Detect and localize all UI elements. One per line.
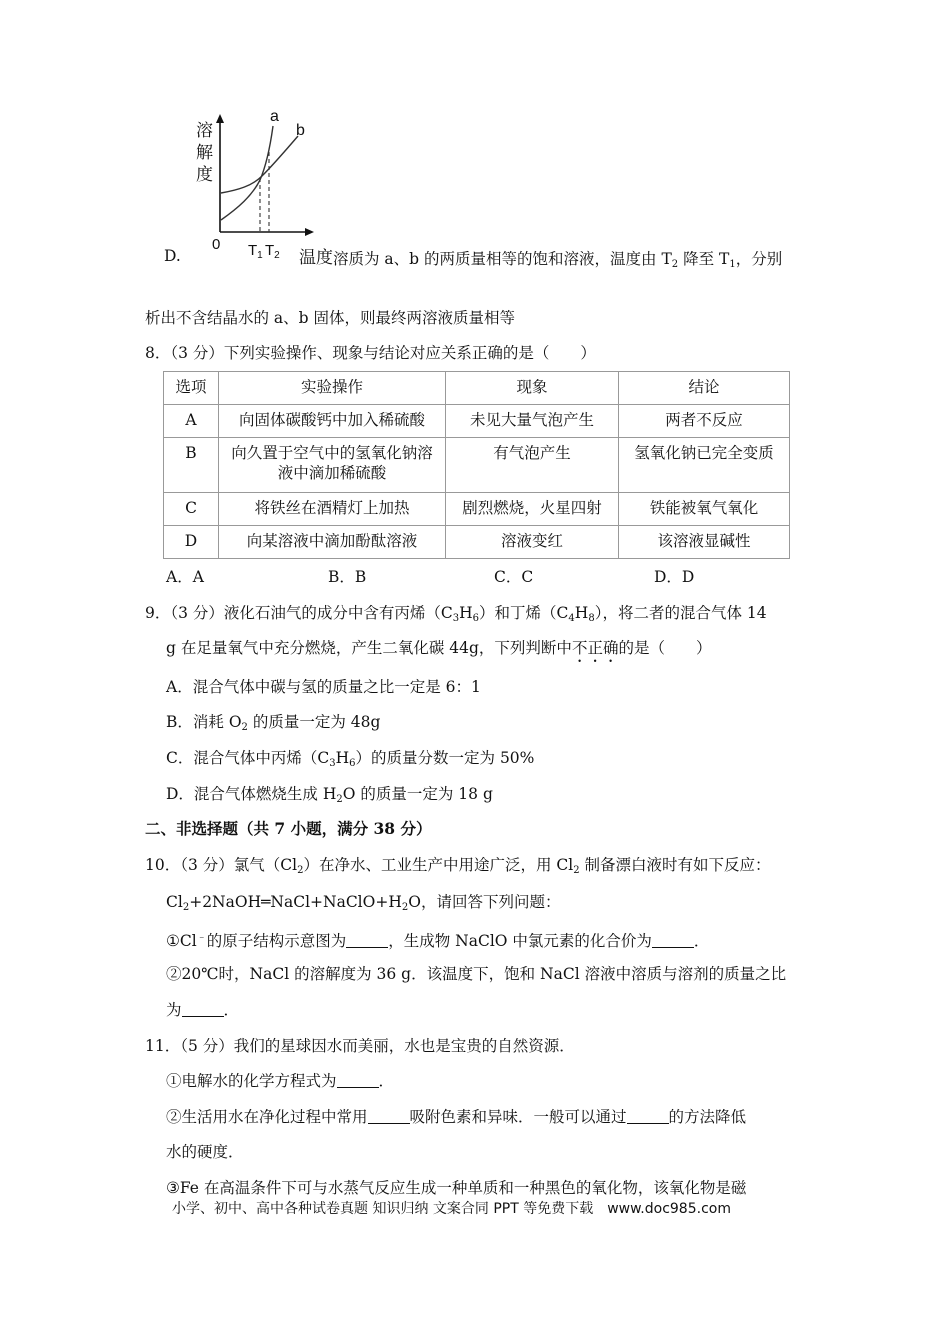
q8-choice-c: C．C bbox=[494, 568, 534, 586]
q9-stem-line2: g 在足量氧气中充分燃烧，产生二氧化碳 44g，下列判断中不正确的是（ ） bbox=[166, 639, 712, 657]
q8-choice-a: A．A bbox=[166, 568, 204, 586]
answer-blank[interactable] bbox=[627, 1109, 669, 1124]
q9-option-b: B．消耗 $O_2$ 的质量一定为 48g bbox=[166, 713, 381, 733]
q7-optionD-line1: 溶质为 a、b 的两质量相等的饱和溶液，温度由 $T_2$ 降至 $T_1$，分别 bbox=[333, 250, 783, 270]
answer-blank[interactable] bbox=[652, 933, 694, 948]
table-cell: C bbox=[164, 493, 219, 526]
table-cell: 将铁丝在酒精灯上加热 bbox=[219, 493, 446, 526]
table-cell: 溶液变红 bbox=[446, 526, 619, 559]
table-cell: 该溶液显碱性 bbox=[619, 526, 790, 559]
curve-a-label: a bbox=[270, 108, 279, 125]
q11-part3: ③Fe 在高温条件下可与水蒸气反应生成一种单质和一种黑色的氧化物，该氧化物是磁 bbox=[166, 1179, 747, 1197]
graph-ylabel-3: 度 bbox=[196, 165, 213, 185]
q10-equation: $Cl_2+2NaOH═NaCl+NaClO+H_2O$，请回答下列问题： bbox=[166, 893, 561, 913]
graph-ylabel-2: 解 bbox=[196, 143, 213, 163]
table-cell: 未见大量气泡产生 bbox=[446, 405, 619, 438]
q9-option-d: D．混合气体燃烧生成 $H_2O$ 的质量一定为 18 g bbox=[166, 785, 493, 805]
q11-part2: ②生活用水在净化过程中常用 吸附色素和异味．一般可以通过 的方法降低 bbox=[166, 1108, 747, 1126]
table-cell: 两者不反应 bbox=[619, 405, 790, 438]
table-header-row bbox=[164, 372, 790, 405]
solubility-graph bbox=[190, 108, 315, 268]
table-cell: 氢氧化钠已完全变质 bbox=[619, 438, 790, 493]
curve-b-label: b bbox=[296, 122, 305, 139]
answer-blank[interactable] bbox=[368, 1109, 410, 1124]
q9-stem-line1: 9．（3 分）液化石油气的成分中含有丙烯$(C_3H_6)$和丁烯$(C_4H_8)$，将二者的混合气体 14 bbox=[145, 604, 767, 624]
table-cell: 向某溶液中滴加酚酞溶液 bbox=[219, 526, 446, 559]
table-row bbox=[164, 438, 790, 493]
q7-optionD-line2: 析出不含结晶水的 a、b 固体，则最终两溶液质量相等 bbox=[145, 309, 516, 327]
table-cell: 剧烈燃烧，火星四射 bbox=[446, 493, 619, 526]
answer-blank[interactable] bbox=[337, 1073, 379, 1088]
answer-blank[interactable] bbox=[182, 1002, 224, 1017]
table-row bbox=[164, 405, 790, 438]
table-cell: D bbox=[164, 526, 219, 559]
q9-option-a: A．混合气体中碳与氢的质量之比一定是 6：1 bbox=[166, 678, 481, 696]
graph-t2-label: $T_2$ bbox=[265, 242, 280, 261]
table-cell: A bbox=[164, 405, 219, 438]
q10-stem-line1: 10．（3 分）氯气$(Cl_2)$在净水、工业生产中用途广泛，用 $Cl_2$ 制备漂白液时有如下反应： bbox=[145, 856, 771, 876]
q8-stem: 8．（3 分）下列实验操作、现象与结论对应关系正确的是（ ） bbox=[145, 344, 596, 362]
graph-ylabel-1: 溶 bbox=[196, 121, 213, 141]
emphasis-text: 不正确 bbox=[571, 639, 619, 657]
q11-stem: 11．（5 分）我们的星球因水而美丽，水也是宝贵的自然资源． bbox=[145, 1037, 575, 1055]
table-header-cell: 现象 bbox=[446, 372, 619, 405]
q8-choice-d: D．D bbox=[654, 568, 695, 586]
q10-part1: ①Cl﹣的原子结构示意图为 ，生成物 NaClO 中氯元素的化合价为 ． bbox=[166, 932, 710, 950]
table-cell: 铁能被氧气氧化 bbox=[619, 493, 790, 526]
q10-part2-cont: 为 ． bbox=[166, 1001, 240, 1019]
answer-blank[interactable] bbox=[346, 933, 388, 948]
graph-xlabel: 温度 bbox=[299, 248, 333, 268]
section-heading: 二、非选择题（共 7 小题，满分 38 分） bbox=[145, 819, 432, 838]
table-header-cell: 实验操作 bbox=[219, 372, 446, 405]
q8-choice-b: B．B bbox=[328, 568, 367, 586]
table-header-cell: 结论 bbox=[619, 372, 790, 405]
table-header-cell: 选项 bbox=[164, 372, 219, 405]
table-row bbox=[164, 493, 790, 526]
page-footer: 小学、初中、高中各种试卷真题 知识归纳 文案合同 PPT 等免费下载 www.doc985.com bbox=[172, 1201, 731, 1217]
q9-option-c: C．混合气体中丙烯$(C_3H_6)$的质量分数一定为 50% bbox=[166, 749, 535, 769]
q11-part1: ①电解水的化学方程式为 ． bbox=[166, 1072, 395, 1090]
q8-table bbox=[163, 371, 790, 559]
table-cell: 向固体碳酸钙中加入稀硫酸 bbox=[219, 405, 446, 438]
q7-optionD-letter: D. bbox=[164, 247, 181, 265]
q10-part2: ②20℃时，NaCl 的溶解度为 36 g．该温度下，饱和 NaCl 溶液中溶质与溶剂的质量之比 bbox=[166, 965, 787, 983]
graph-origin: 0 bbox=[212, 236, 221, 253]
table-cell: 向久置于空气中的氢氧化钠溶液中滴加稀硫酸 bbox=[219, 438, 446, 493]
table-cell: 有气泡产生 bbox=[446, 438, 619, 493]
q11-part2-cont: 水的硬度． bbox=[166, 1143, 244, 1161]
graph-t1-label: $T_1$ bbox=[248, 242, 263, 261]
table-cell: B bbox=[164, 438, 219, 493]
table-row bbox=[164, 526, 790, 559]
